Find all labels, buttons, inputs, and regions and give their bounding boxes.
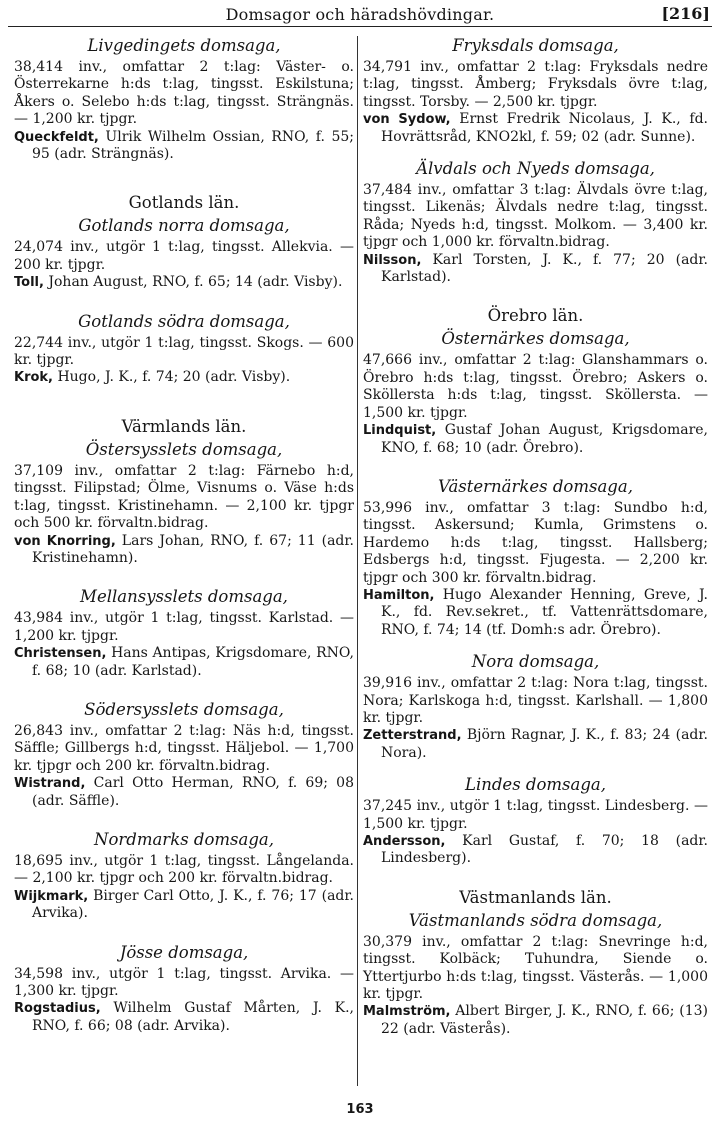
judge-details: Ulrik Wilhelm Ossian, RNO, f. 55; 95 (adr. Strängnäs). [32, 128, 354, 163]
judge-entry [14, 1000, 354, 1035]
district-title: Jösse domsaga, [119, 942, 249, 962]
judge-entry [363, 1003, 708, 1038]
district-description: 37,109 inv., omfattar 2 t:lag: Färnebo h:d, tingsst. Filipstad; Ölme, Visnums o. Väse h:ds t:lag, tingsst. Kristinehamn. — 2,100 kr. tjpgr och 500 kr. förvaltn.bidrag. [14, 462, 354, 532]
judge-details: Ernst Fredrik Nicolaus, J. K., fd. Hovrättsråd, KNO2kl, f. 59; 02 (adr. Sunne). [381, 111, 708, 145]
district-title: Västmanlands södra domsaga, [408, 910, 663, 930]
judge-entry [363, 587, 708, 639]
district-entry [363, 775, 708, 868]
judge-entry [14, 645, 354, 680]
judge-entry [14, 775, 354, 810]
district-entry [14, 36, 354, 163]
judge-details: Johan August, RNO, f. 65; 14 (adr. Visby). [43, 274, 343, 291]
district-description: 26,843 inv., omfattar 2 t:lag: Näs h:d, tingsst. Säffle; Gillbergs h:d, tingsst. Häljebol. — 1,700 kr. tjpgr och 200 kr. förvaltn.bidrag. [14, 722, 354, 774]
judge-name: Wistrand, [14, 776, 86, 792]
district-title: Fryksdals domsaga, [452, 36, 619, 55]
district-title: Nora domsaga, [471, 652, 600, 672]
district-entry [363, 888, 708, 1038]
judge-name: von Sydow, [363, 112, 451, 128]
district-title: Nordmarks domsaga, [94, 829, 274, 849]
judge-name: Andersson, [363, 834, 446, 849]
judge-entry [363, 422, 708, 457]
column-divider [357, 36, 358, 1086]
judge-name: Malmström, [363, 1004, 451, 1020]
right-column [363, 36, 708, 1086]
district-description: 47,666 inv., omfattar 2 t:lag: Glanshammars o. Örebro h:ds t:lag, tingsst. Örebro; Askers o. Sköllersta h:ds t:lag, tingsst. Sköllersta. — 1,500 kr. tjpgr. [363, 352, 708, 421]
district-description: 24,074 inv., utgör 1 t:lag, tingsst. Allekvia. — 200 kr. tjpgr. [14, 239, 354, 273]
district-entry [14, 193, 354, 291]
judge-details: Birger Carl Otto, J. K., f. 76; 17 (adr. Arvika). [32, 887, 354, 922]
judge-name: Wijkmark, [14, 888, 89, 904]
footer-page-number: 163 [346, 1102, 374, 1117]
judge-details: Wilhelm Gustaf Mårten, J. K., RNO, f. 66; 08 (adr. Arvika). [32, 1000, 354, 1034]
judge-details: Carl Otto Herman, RNO, f. 69; 08 (adr. Säffle). [32, 775, 354, 809]
judge-entry [363, 111, 708, 146]
judge-details: Hugo, J. K., f. 74; 20 (adr. Visby). [53, 369, 291, 386]
district-description: 53,996 inv., omfattar 3 t:lag: Sundbo h:d, tingsst. Askersund; Kumla, Grimstens o. Hardemo h:ds t:lag, tingsst. Hallsberg; Edsbergs h:d, tingsst. Fjugesta. — 2,200 kr. tjpgr och 300 kr. förvaltn.bidrag. [363, 499, 708, 586]
judge-entry [14, 533, 354, 568]
county-title: Västmanlands län. [459, 887, 612, 907]
county-title: Värmlands län. [121, 416, 247, 436]
judge-details: Albert Birger, J. K., RNO, f. 66; (13) 22 (adr. Västerås). [381, 1003, 708, 1037]
judge-name: Christensen, [14, 646, 107, 662]
district-description: 18,695 inv., utgör 1 t:lag, tingsst. Långelanda. — 2,100 kr. tjpgr och 200 kr. förvaltn.bidrag. [14, 852, 354, 887]
judge-entry [14, 888, 354, 923]
judge-name: Hamilton, [363, 587, 435, 603]
district-entry [14, 943, 354, 1036]
district-entry [14, 312, 354, 387]
district-description: 37,245 inv., utgör 1 t:lag, tingsst. Lindesberg. — 1,500 kr. tjpgr. [363, 798, 708, 832]
county-title: Örebro län. [487, 306, 584, 326]
district-title: Älvdals och Nyeds domsaga, [416, 159, 655, 179]
judge-details: Karl Torsten, J. K., f. 77; 20 (adr. Karlstad). [381, 251, 708, 286]
judge-name: Nilsson, [363, 252, 422, 268]
judge-details: Björn Ragnar, J. K., f. 83; 24 (adr. Nora). [381, 727, 708, 761]
district-description: 34,598 inv., utgör 1 t:lag, tingsst. Arvika. — 1,300 kr. tjpgr. [14, 965, 354, 999]
judge-entry [363, 252, 708, 287]
judge-entry [14, 129, 354, 164]
header-page-number: [216] [661, 4, 710, 23]
judge-entry [14, 369, 354, 386]
district-title: Södersysslets domsaga, [84, 699, 284, 719]
district-title: Östersysslets domsaga, [85, 439, 283, 459]
district-title: Gotlands södra domsaga, [78, 311, 290, 331]
left-column [14, 36, 354, 1086]
judge-entry [363, 727, 708, 762]
district-entry [363, 159, 708, 286]
judge-entry [14, 274, 354, 291]
district-description: 43,984 inv., utgör 1 t:lag, tingsst. Karlstad. — 1,200 kr. tjpgr. [14, 610, 354, 644]
judge-details: Karl Gustaf, f. 70; 18 (adr. Lindesberg). [381, 833, 708, 867]
judge-details: Hans Antipas, Krigsdomare, RNO, f. 68; 10 (adr. Karlstad). [32, 645, 354, 679]
judge-name: Zetterstrand, [363, 728, 462, 744]
district-description: 39,916 inv., omfattar 2 t:lag: Nora t:lag, tingsst. Nora; Karlskoga h:d, tingsst. Karlshall. — 1,800 kr. tjpgr. [363, 675, 708, 726]
district-entry [363, 36, 708, 146]
judge-details: Lars Johan, RNO, f. 67; 11 (adr. Kristinehamn). [32, 532, 355, 566]
district-title: Lindes domsaga, [465, 775, 606, 795]
judge-name: von Knorring, [14, 533, 116, 549]
district-title: Mellansysslets domsaga, [80, 587, 288, 607]
page-header [8, 4, 712, 27]
page-title: Domsagor och häradshövdingar. [225, 5, 495, 24]
judge-name: Queckfeldt, [14, 129, 99, 145]
district-title: Västernärkes domsaga, [438, 476, 633, 496]
district-title: Livgedingets domsaga, [87, 36, 281, 55]
judge-name: Toll, [14, 275, 44, 291]
district-title: Östernärkes domsaga, [441, 329, 630, 349]
judge-name: Rogstadius, [14, 1001, 101, 1017]
judge-details: Hugo Alexander Henning, Greve, J. K., fd. Rev.sekret., tf. Vattenrättsdomare, RNO, f. 74; 14 (tf. Domh:s adr. Örebro). [381, 586, 708, 638]
judge-name: Lindquist, [363, 423, 437, 439]
district-description: 37,484 inv., omfattar 3 t:lag: Älvdals övre t:lag, tingsst. Likenäs; Älvdals nedre t:lag, tingsst. Råda; Nyeds h:d, tingsst. Molkom. — 3,400 kr. tjpgr och 1,000 kr. förvaltn.bidrag. [363, 182, 708, 251]
district-description: 22,744 inv., utgör 1 t:lag, tingsst. Skogs. — 600 kr. tjpgr. [14, 334, 354, 369]
district-entry [14, 830, 354, 923]
county-title: Gotlands län. [128, 193, 240, 213]
district-entry [363, 652, 708, 762]
district-entry [14, 417, 354, 567]
judge-details: Gustaf Johan August, Krigsdomare, KNO, f. 68; 10 (adr. Örebro). [381, 422, 708, 456]
district-description: 34,791 inv., omfattar 2 t:lag: Fryksdals nedre t:lag, tingsst. Åmberg; Fryksdals övre t:lag, tingsst. Torsby. — 2,500 kr. tjpgr. [363, 59, 708, 110]
district-entry [363, 306, 708, 456]
district-entry [14, 587, 354, 680]
district-entry [14, 700, 354, 810]
district-title: Gotlands norra domsaga, [78, 216, 290, 236]
district-description: 30,379 inv., omfattar 2 t:lag: Snevringe h:d, tingsst. Kolbäck; Tuhundra, Siende o. Yttertjurbo h:ds t:lag, tingsst. Västerås. — 1,000 kr. tjpgr. [363, 933, 708, 1003]
judge-entry [363, 833, 708, 868]
judge-name: Krok, [14, 370, 53, 386]
district-description: 38,414 inv., omfattar 2 t:lag: Väster- o. Österrekarne h:ds t:lag, tingsst. Eskilstuna; Åkers o. Selebo h:ds t:lag, tingsst. Strängnäs. — 1,200 kr. tjpgr. [14, 59, 354, 128]
district-entry [363, 477, 708, 639]
